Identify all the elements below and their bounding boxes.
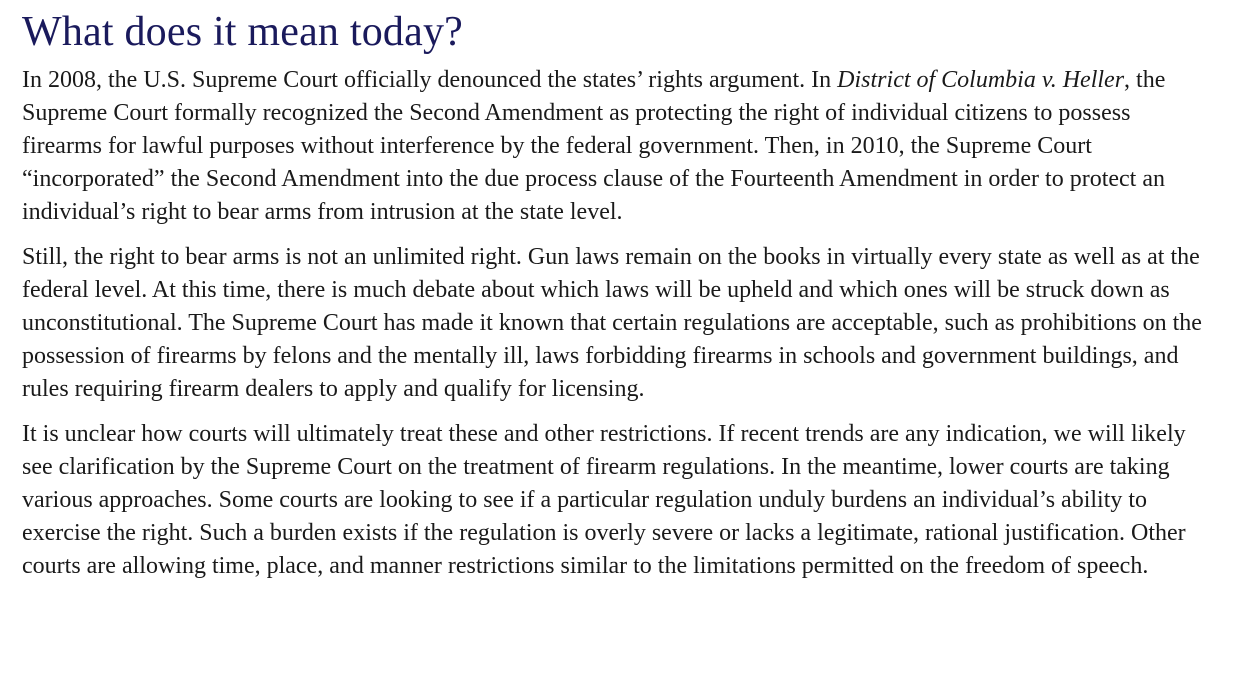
paragraph-3: It is unclear how courts will ultimately treat these and other restrictions. If recent trends are any indication, we will likely see clarification by the Supreme Court on the treatment of firearm regulations. In the meantime, lower courts are taking various approaches. Some courts are looking to see if a particular regulation unduly burdens an individual’s ability to exercise the right. Such a burden exists if the regulation is overly severe or lacks a legitimate, rational justification. Other courts are allowing time, place, and manner restrictions similar to the limitations permitted on the freedom of speech. — [22, 421, 1186, 579]
case-name: District of Columbia v. Heller — [837, 67, 1125, 93]
paragraph-1-intro: In 2008, the U.S. Supreme Court officially denounced the states’ rights argument. In — [22, 67, 838, 93]
section-heading: What does it mean today? — [22, 9, 463, 55]
paragraph-2: Still, the right to bear arms is not an unlimited right. Gun laws remain on the books in virtually every state as well as at the federal level. At this time, there is much debate about which laws will be upheld and which ones will be struck down as unconstitutional. The Supreme Court has made it known that certain regulations are acceptable, such as prohibitions on the possession of firearms by felons and the mentally ill, laws forbidding firearms in schools and government buildings, and rules requiring firearm dealers to apply and qualify for licensing. — [22, 244, 1202, 402]
paragraph-1 — [22, 64, 1212, 229]
paragraph-1-body: , the Supreme Court formally recognized the Second Amendment as protecting the right of individual citizens to possess firearms for lawful purposes without interference by the federal government. Then, in 2010, the Supreme Court “incorporated” the Second Amendment into the due process clause of the Fourteenth Amendment in order to protect an individual’s right to bear arms from intrusion at the state level. — [22, 67, 1166, 225]
